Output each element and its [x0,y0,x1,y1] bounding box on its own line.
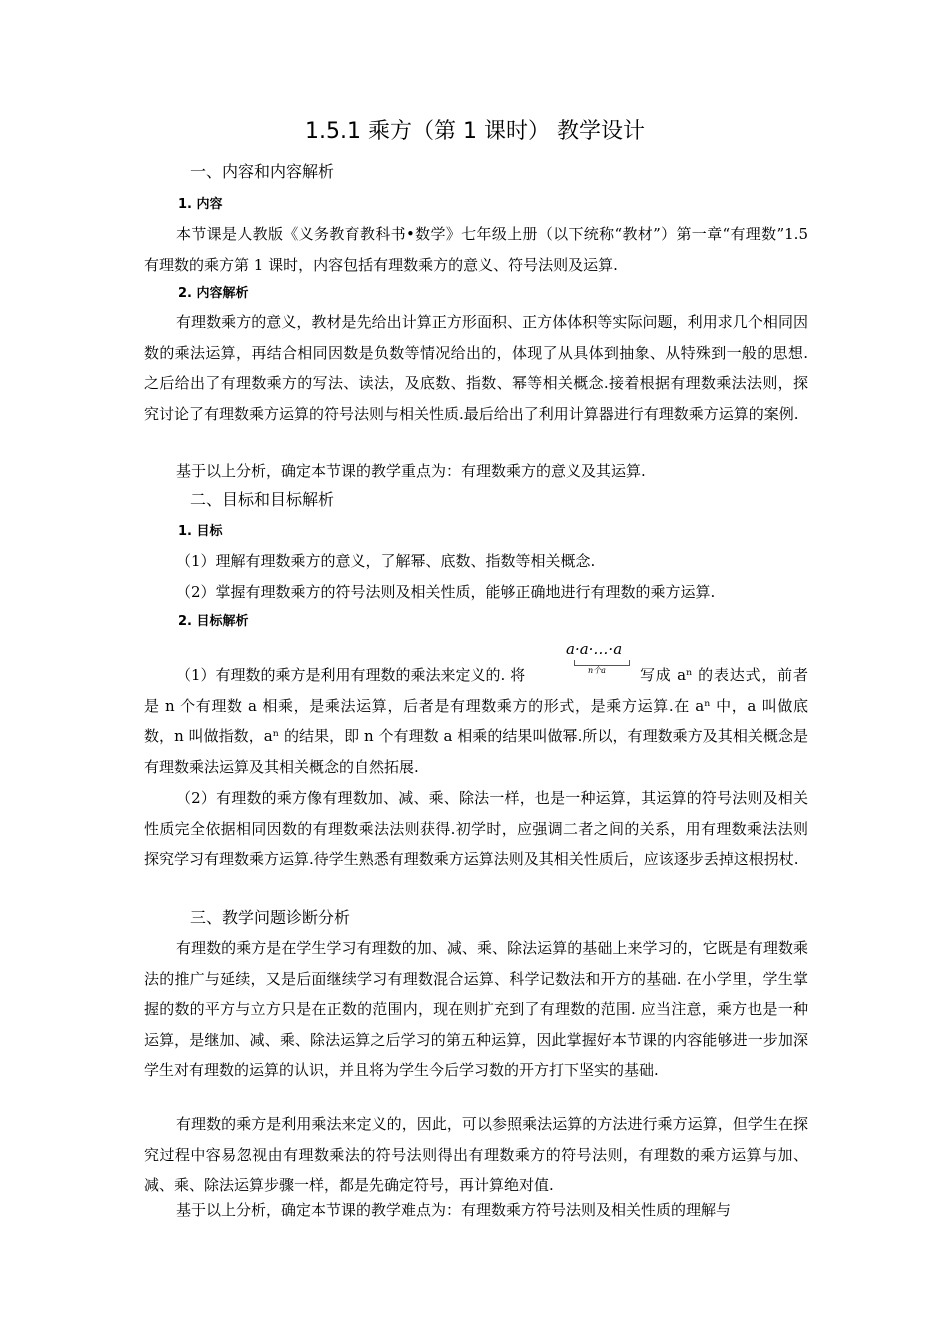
paragraph-diagnosis-1: 有理数的乘方是在学生学习有理数的加、减、乘、除法运算的基础上来学习的，它既是有理数乘法的推广与延续，又是后面继续学习有理数混合运算、科学记数法和开方的基础. 在小学里，学生掌握的数的平方与立方只是在正数的范围内，现在则扩充到了有理数的范围. 应当注意，乘方也是一种运算，是继加、减、乘、除法运算之后学习的第五种运算，因此掌握好本节课的内容能够进一步加深学生对有理数的运算的认识，并且将为学生今后学习数的开方打下坚实的基础. [144,939,808,1079]
paragraph-difficulty: 基于以上分析，确定本节课的教学难点为：有理数乘方符号法则及相关性质的理解与 [176,1201,732,1219]
document-title: 1.5.1 乘方（第 1 课时） 教学设计 [305,119,645,144]
paragraph-content: 本节课是人教版《义务教育教科书•数学》七年级上册（以下统称“教材”）第一章“有理数”1.5 有理数的乘方第 1 课时，内容包括有理数乘方的意义、符号法则及运算. [144,225,808,274]
subheading-goals: 1. 目标 [178,524,223,539]
paragraph-diagnosis-2: 有理数的乘方是利用乘法来定义的，因此，可以参照乘法运算的方法进行乘方运算，但学生在探究过程中容易忽视由有理数乘法的符号法则得出有理数乘方的符号法则，有理数的乘方运算与加、减、乘、除法运算步骤一样，都是先确定符号，再计算绝对值. [144,1115,808,1194]
product-expression-label: n个a [588,666,606,675]
paragraph-content-analysis: 有理数乘方的意义，教材是先给出计算正方形面积、正方体体积等实际问题，利用求几个相同因数的乘法运算，再结合相同因数是负数等情况给出的，体现了从具体到抽象、从特殊到一般的思想.之后给出了有理数乘方的写法、读法，及底数、指数、幂等相关概念.接着根据有理数乘法法则，探究讨论了有理数乘方运算的符号法则与相关性质.最后给出了利用计算器进行有理数乘方运算的案例. [144,313,808,423]
goal-analysis-2: （2）有理数的乘方像有理数加、减、乘、除法一样，也是一种运算，其运算的符号法则及相关性质完全依据相同因数的有理数乘法法则获得.初学时，应强调二者之间的关系，用有理数乘法法则探究学习有理数乘方运算.待学生熟悉有理数乘方运算法则及其相关性质后，应该逐步丢掉这根拐杖. [144,789,808,868]
section-heading-content: 一、内容和内容解析 [190,162,335,181]
goal-item-1: （1）理解有理数乘方的意义，了解幂、底数、指数等相关概念. [176,552,596,570]
goal-item-2: （2）掌握有理数乘方的符号法则及相关性质，能够正确地进行有理数的乘方运算. [176,583,716,601]
subheading-content-analysis: 2. 内容解析 [178,286,249,301]
subheading-content: 1. 内容 [178,197,223,212]
product-expression-top: a·a·…·a [566,640,623,658]
section-heading-goals: 二、目标和目标解析 [190,490,335,509]
goal-analysis-1: 写成 aⁿ 的表达式，前者是 n 个有理数 a 相乘，是乘法运算，后者是有理数乘方的形式，是乘方运算.在 aⁿ 中，a 叫做底数，n 叫做指数，aⁿ 的结果，即 n 个有理数 a 相乘的结果叫做幂.所以，有理数乘方及其相关概念是有理数乘法运算及其相关概念的自然拓展. [144,666,808,776]
paragraph-key-point: 基于以上分析，确定本节课的教学重点为：有理数乘方的意义及其运算. [176,462,646,480]
goal-analysis-1-lead: （1）有理数的乘方是利用有理数的乘法来定义的. 将 [176,666,526,684]
subheading-goals-analysis: 2. 目标解析 [178,614,249,629]
section-heading-diagnosis: 三、教学问题诊断分析 [190,908,351,927]
